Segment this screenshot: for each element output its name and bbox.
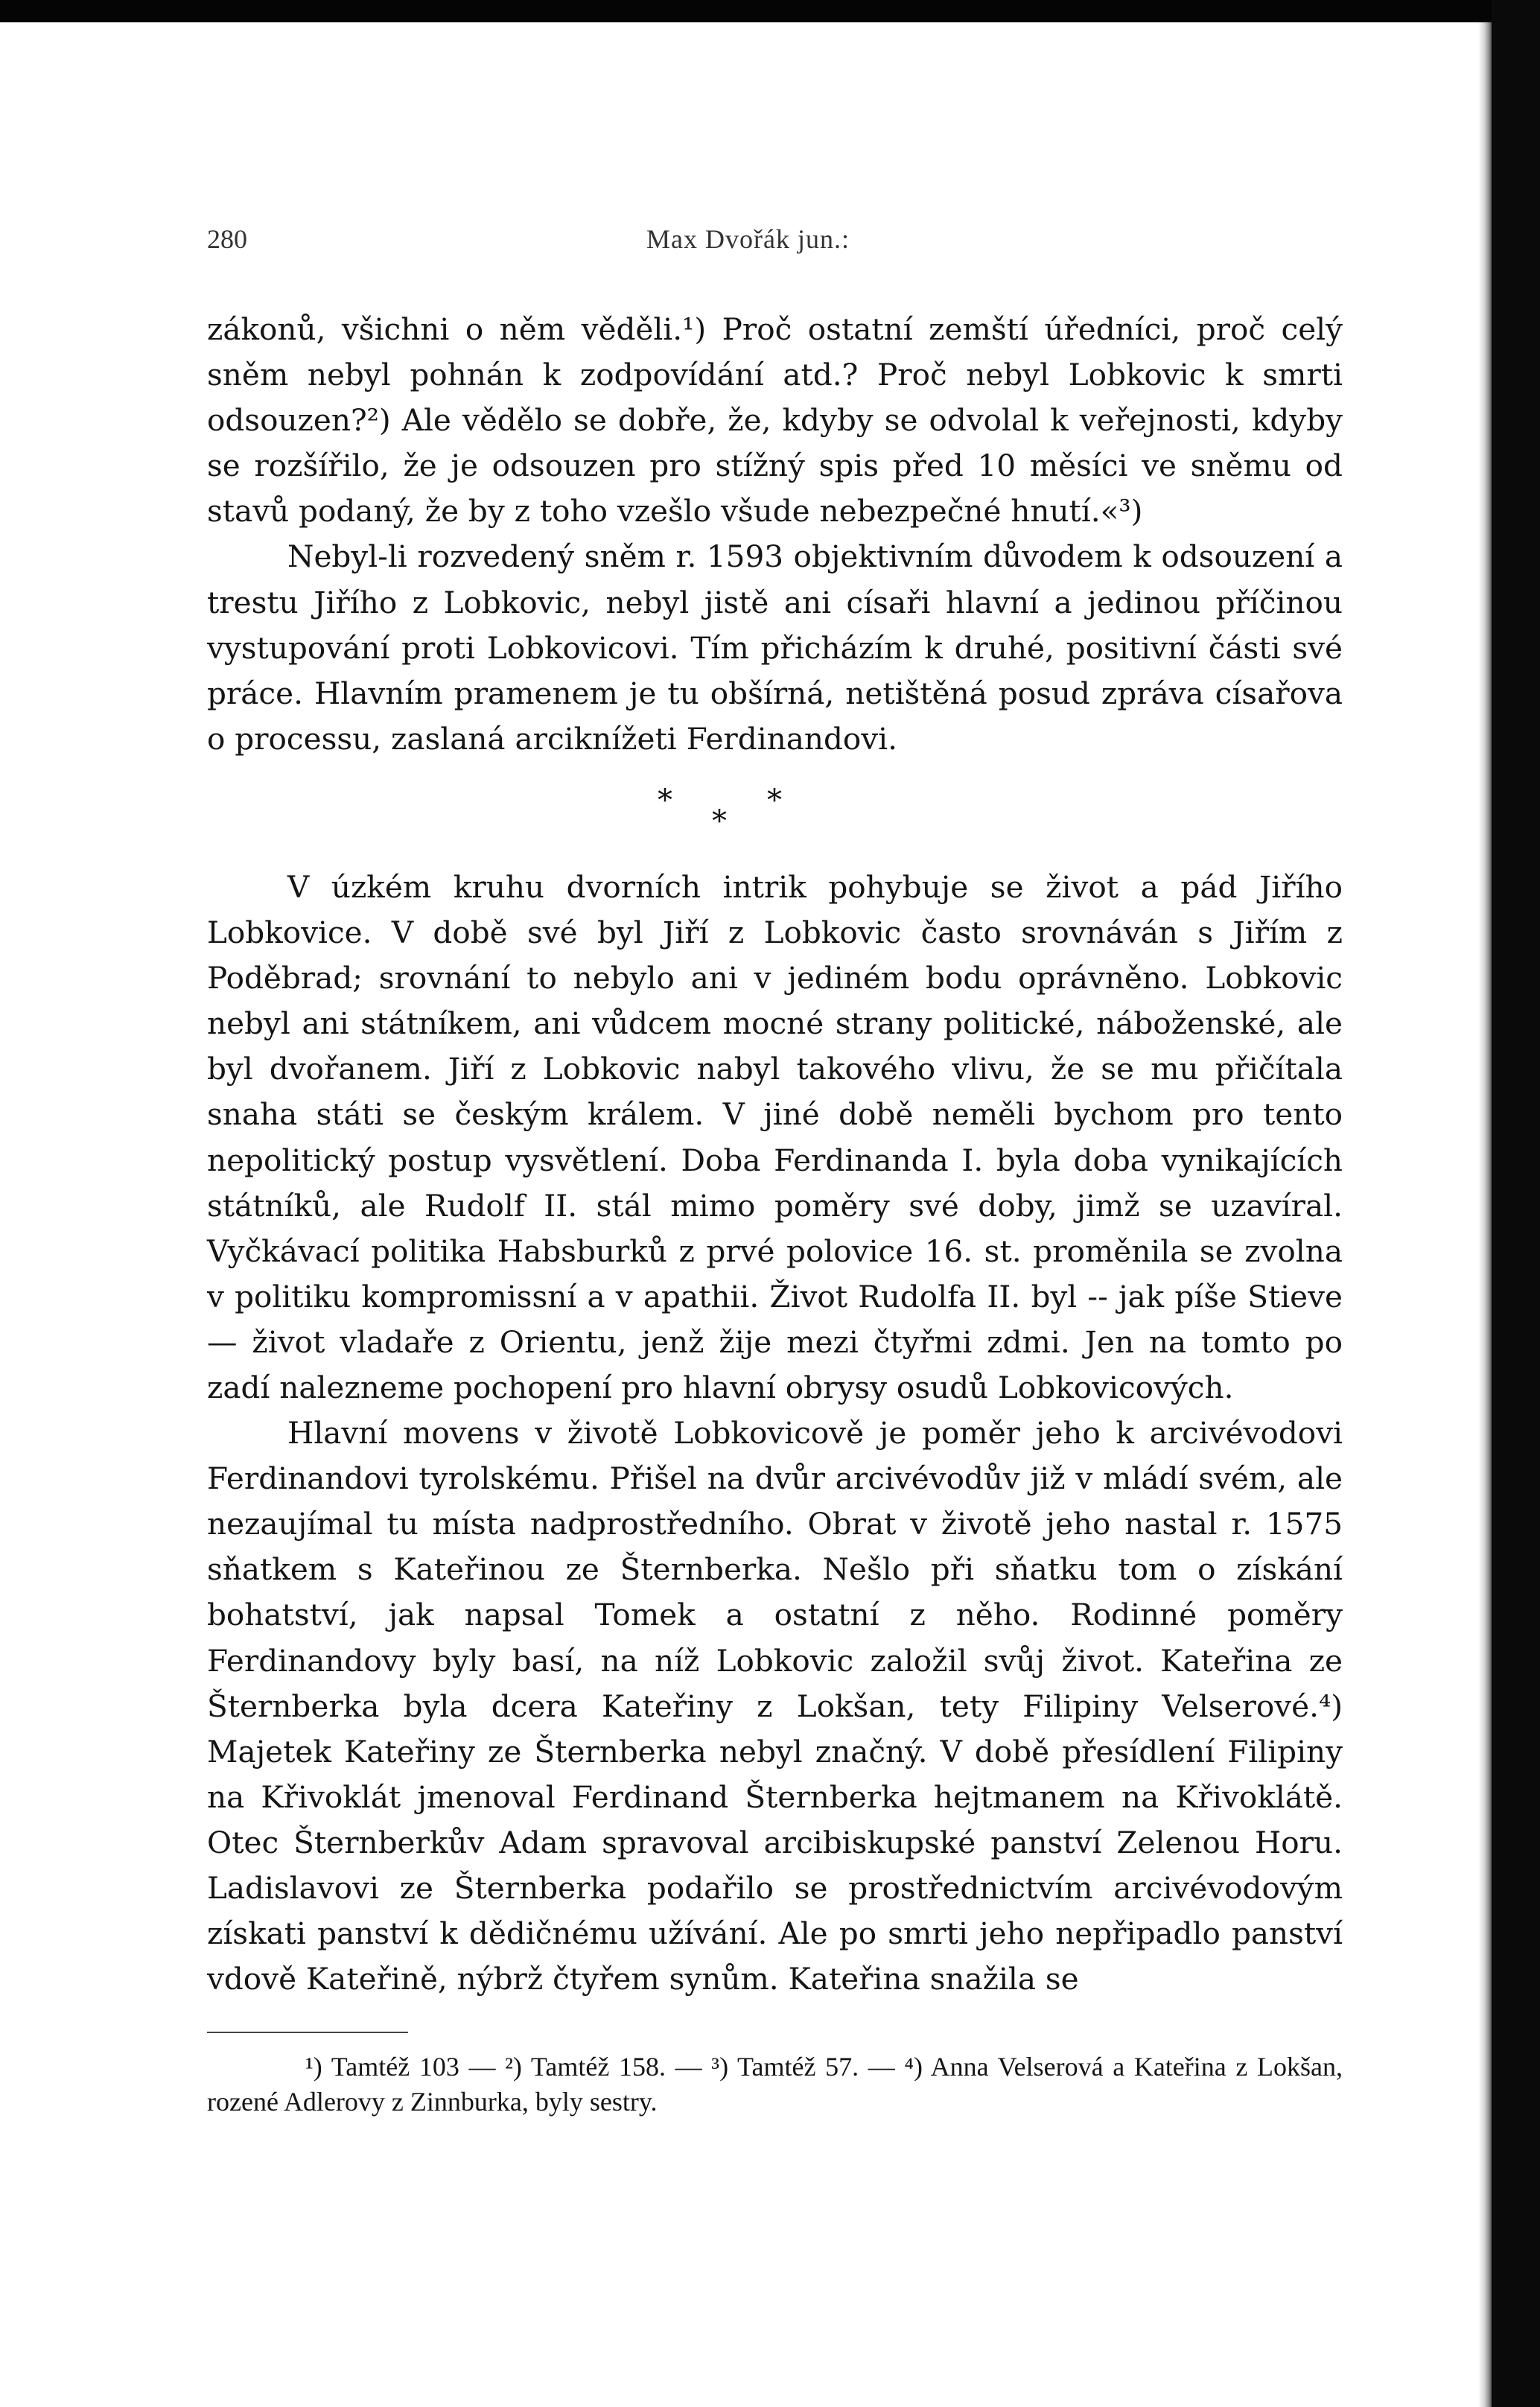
- running-head: [207, 223, 1343, 268]
- page-number: 280: [207, 224, 247, 254]
- scan-border-top: [0, 0, 1540, 22]
- asterisk: *: [658, 783, 672, 818]
- asterisk: *: [767, 783, 782, 818]
- footnote-rule: [207, 2032, 408, 2033]
- paragraph: Nebyl-li rozvedený sněm r. 1593 objektivním důvodem k odsouzení a trestu Jiřího z Lobkovic, nebyl jistě ani císaři hlavní a jedinou příčinou vystupování proti Lobkovicovi. Tím přicházím k druhé, positivní části své práce. Hlavním pramenem je tu obšírná, netištěná posud zpráva císařova o processu, zaslaná arciknížeti Ferdinandovi.: [207, 538, 1343, 757]
- paragraph: Hlavní movens v životě Lobkovicově je poměr jeho k arcivévodovi Ferdinandovi tyrolskému. Přišel na dvůr arcivévodův již v mládí svém, ale nezaujímal tu místa nadprostředního. Obrat v životě jeho nastal r. 1575 sňatkem s Kateřinou ze Šternberka. Nešlo při sňatku tom o získání bohatství, jak napsal Tomek a ostatní z něho. Rodinné poměry Ferdinandovy byly basí, na níž Lobkovic založil svůj život. Kateřina ze Šternberka byla dcera Kateřiny z Lokšan, tety Filipiny Velserové.⁴) Majetek Kateřiny ze Šternberka nebyl značný. V době přesídlení Filipiny na Křivoklát jmenoval Ferdinand Šternberka hejtmanem na Křivoklátě. Otec Šternberkův Adam spravoval arcibiskupské panství Zelenou Horu. Ladislavovi ze Šternberka podařilo se prostřednictvím arcivévodovým získati panství k dědičnému užívání. Ale po smrti jeho nepřipadlo panství vdově Kateřině, nýbrž čtyřem synům. Kateřina snažila se: [207, 1415, 1343, 1997]
- book-page: [207, 223, 1343, 2120]
- running-title: Max Dvořák jun.:: [646, 224, 850, 254]
- scan-border-right: [1492, 0, 1540, 2407]
- scan-page-edge: [1478, 22, 1493, 2407]
- paragraph: V úzkém kruhu dvorních intrik pohybuje se život a pád Jiřího Lobkovice. V době své byl Jiří z Lobkovic často srovnáván s Jiřím z Poděbrad; srovnání to nebylo ani v jediném bodu oprávněno. Lobkovic nebyl ani státníkem, ani vůdcem mocné strany politické, náboženské, ale byl dvořanem. Jiří z Lobkovic nabyl takového vlivu, že se mu přičítala snaha státi se českým králem. V jiné době neměli bychom pro tento nepolitický postup vysvětlení. Doba Ferdinanda I. byla doba vynikajících státníků, ale Rudolf II. stál mimo poměry své doby, jimž se uzavíral. Vyčkávací politika Habsburků z prvé polovice 16. st. proměnila se zvolna v politiku kompromissní a v apathii. Život Rudolfa II. byl -- jak píše Stieve — život vladaře z Orientu, jenž žije mezi čtyřmi zdmi. Jen na tomto po zadí nalezneme pochopení pro hlavní obrysy osudů Lobkovicových.: [207, 868, 1343, 1405]
- asterisk: *: [712, 804, 727, 839]
- body-text: [207, 307, 1343, 2002]
- footnotes: ¹) Tamtéž 103 — ²) Tamtéž 158. — ³) Tamtéž 57. — ⁴) Anna Velserová a Kateřina z Lokšan, rozené Adlerovy z Zinnburka, byly sestry.: [207, 2052, 1343, 2117]
- paragraph-continued: zákonů, všichni o něm věděli.¹) Proč ostatní zemští úředníci, proč celý sněm nebyl pohnán k zodpovídání atd.? Proč nebyl Lobkovic k smrti odsouzen?²) Ale vědělo se dobře, že, kdyby se odvolal k veřejnosti, kdyby se rozšířilo, že je odsouzen pro stížný spis před 10 měsíci ve sněmu od stavů podaný, že by z toho vzešlo všude nebezpečné hnutí.«³): [207, 311, 1343, 530]
- section-break-asterism: [207, 762, 1343, 865]
